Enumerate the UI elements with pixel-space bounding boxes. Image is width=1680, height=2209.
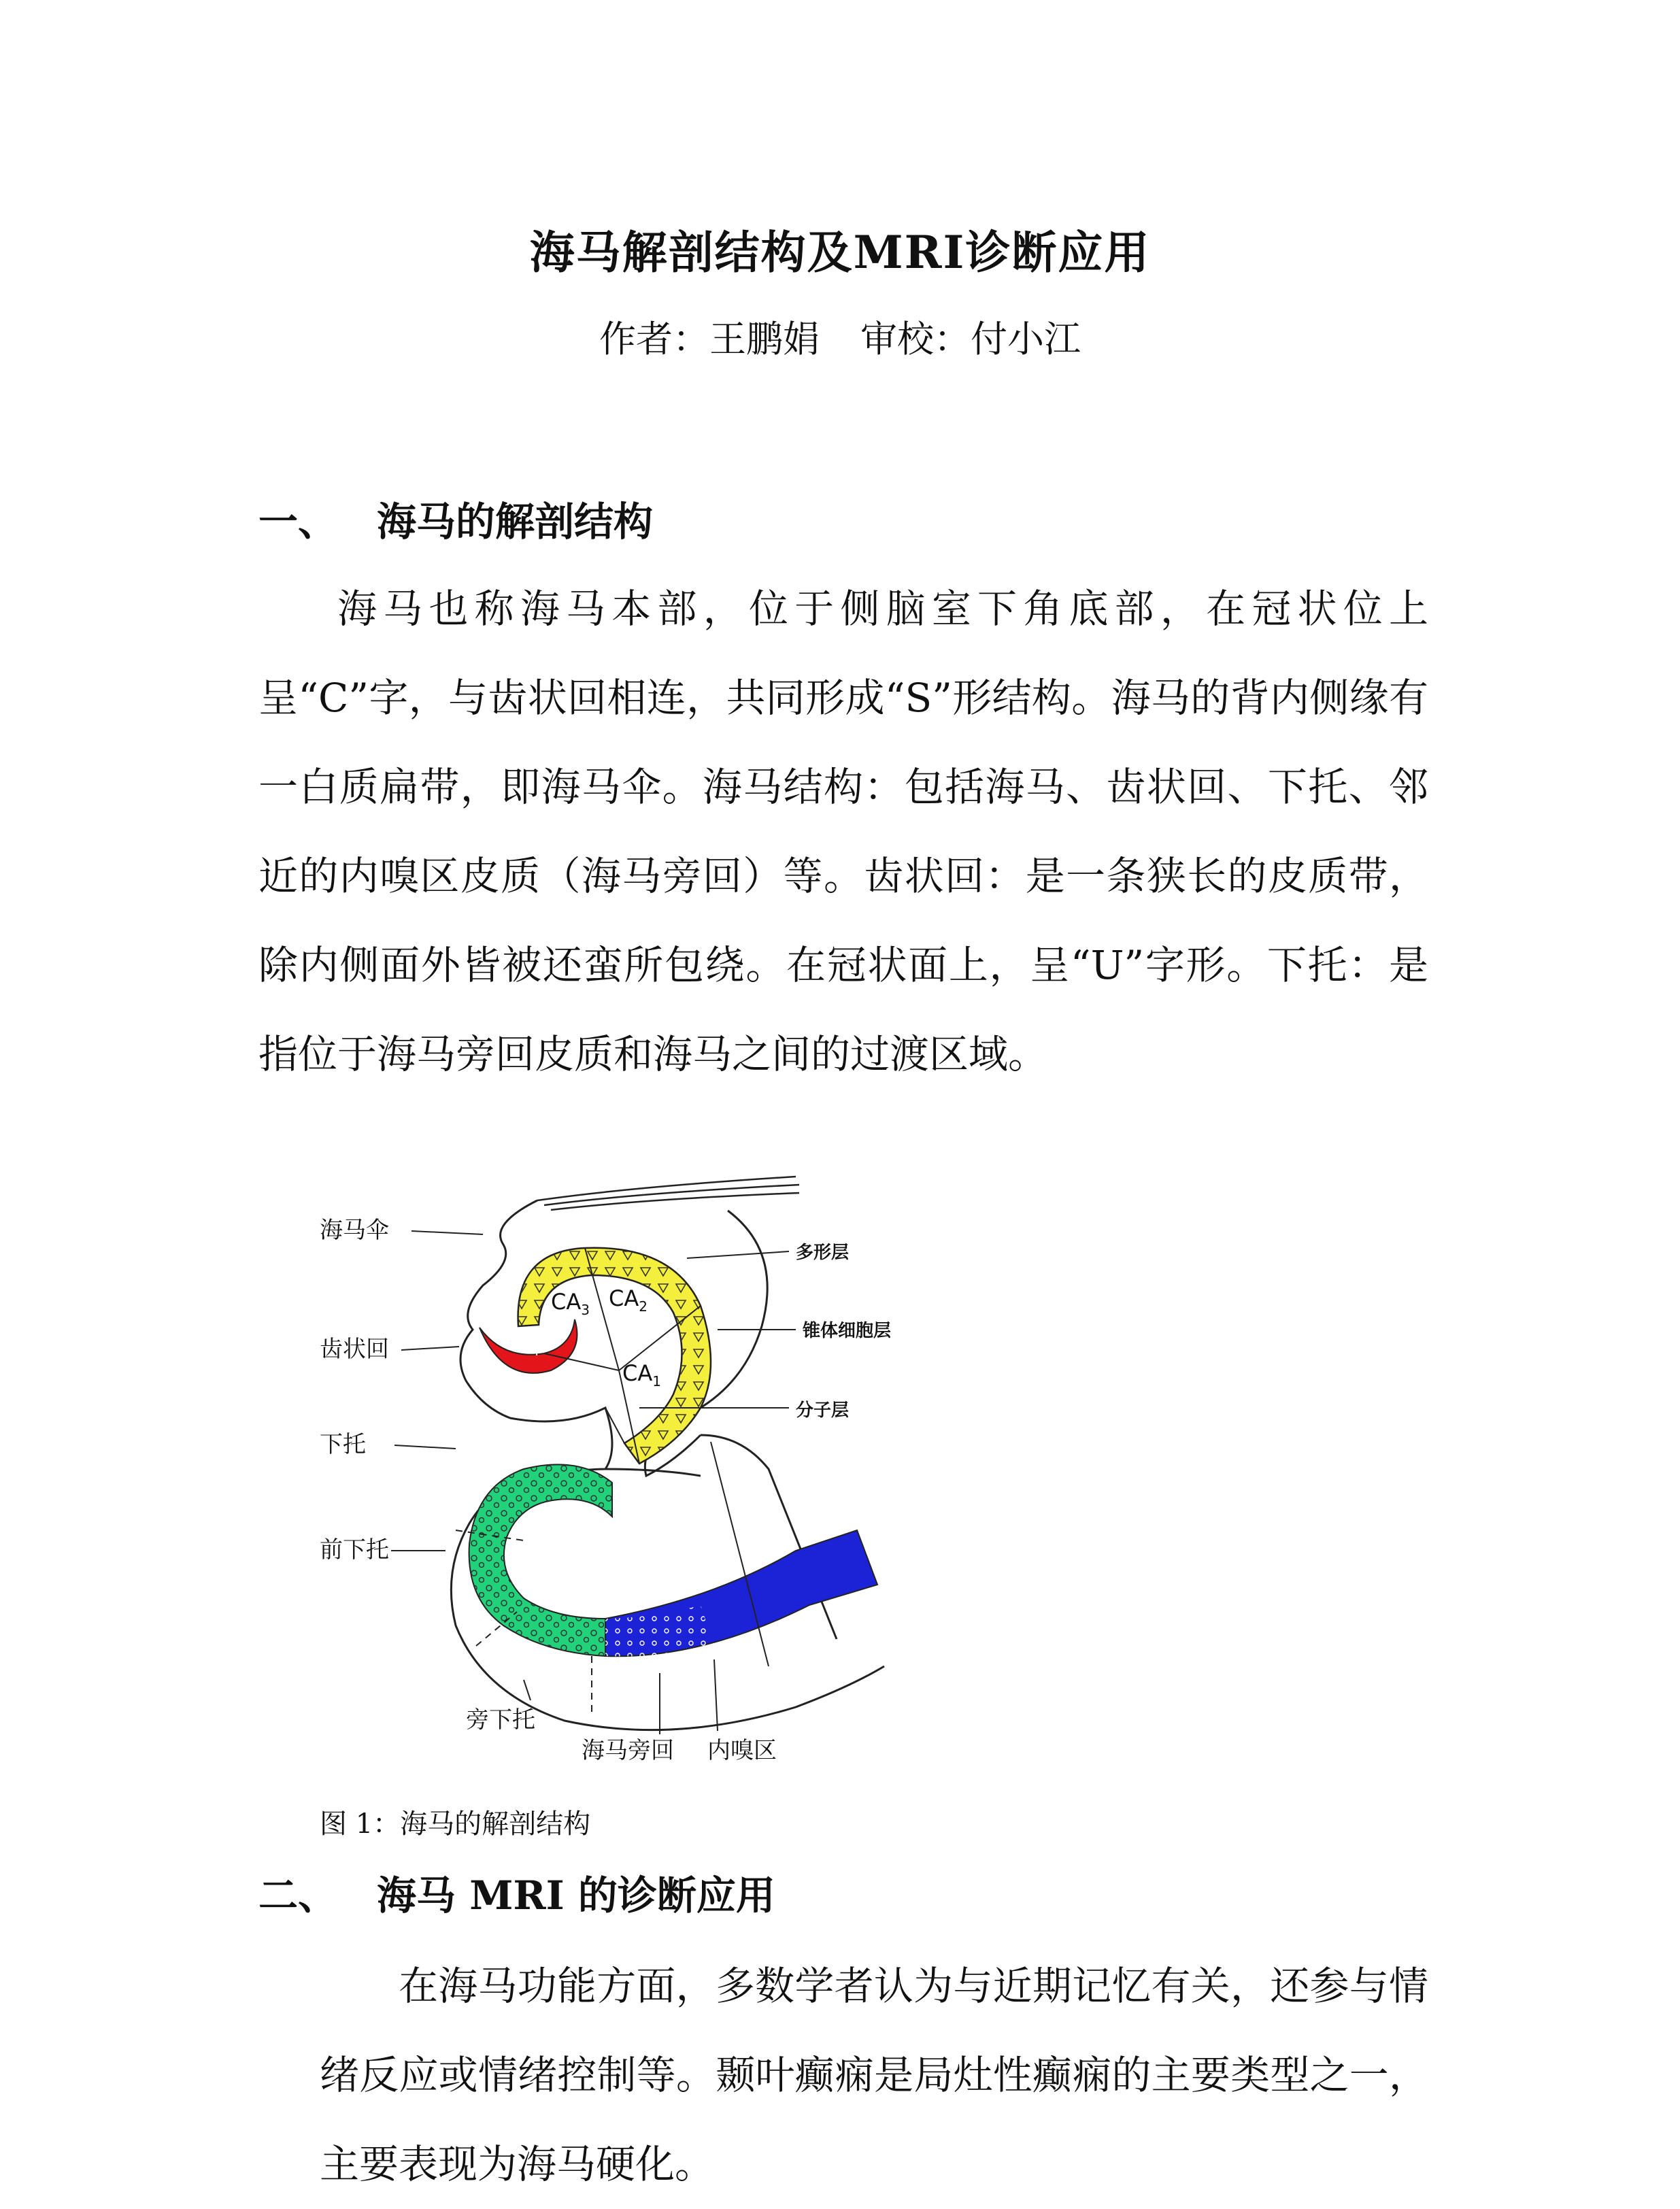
label-dentate: 齿状回: [320, 1336, 389, 1363]
label-parasubiculum: 旁下托: [466, 1706, 535, 1734]
section-2-paragraph: 在海马功能方面，多数学者认为与近期记忆有关，还参与情绪反应或情绪控制等。颞叶癫痫是局灶性癫痫的主要类型之一，主要表现为海马硬化。: [320, 1963, 1428, 2187]
label-polymorphic: 多形层: [796, 1243, 850, 1263]
fibre-bundle: [537, 1177, 799, 1210]
section-1-number: 一、: [258, 499, 338, 545]
label-ca3: $CA_3$: [551, 1289, 590, 1318]
label-fimbria: 海马伞: [320, 1217, 389, 1244]
section-2-number: 二、: [258, 1872, 338, 1919]
author: 作者：王鹏娟: [599, 318, 820, 360]
subiculum-cells: [469, 1464, 612, 1656]
label-ca1: $CA_1$: [622, 1360, 661, 1389]
label-subiculum: 下托: [320, 1431, 366, 1458]
reviewer: 审校：付小江: [860, 318, 1081, 360]
section-1-paragraph: 海马也称海马本部，位于侧脑室下角底部，在冠状位上呈“C”字，与齿状回相连，共同形成“S”形结构。海马的背内侧缘有一白质扁带，即海马伞。海马结构：包括海马、齿状回、下托、邻近的内嗅区皮质（海马旁回）等。齿状回：是一条狭长的皮质带，除内侧面外皆被还蛮所包绕。在冠状面上，呈“U”字形。下托：是指位于海马旁回皮质和海马之间的过渡区域。: [258, 586, 1428, 1077]
figure-caption: 图 1：海马的解剖结构: [320, 1808, 591, 1840]
label-parahippocampal: 海马旁回: [582, 1737, 674, 1761]
section-1-title: 海马的解剖结构: [377, 499, 654, 545]
byline: [0, 310, 1680, 362]
section-2-heading: [258, 1864, 775, 1921]
document-title: 海马解剖结构及MRI诊断应用: [529, 226, 1151, 279]
label-molecular: 分子层: [796, 1400, 850, 1421]
section-1-heading: [258, 490, 653, 547]
label-ca2: $CA_2$: [609, 1285, 648, 1315]
hippocampus-anatomy-figure: [320, 1149, 932, 1761]
section-2-title: 海马 MRI 的诊断应用: [377, 1872, 775, 1919]
label-entorhinal: 内嗅区: [707, 1737, 777, 1761]
label-presubiculum: 前下托: [320, 1536, 389, 1564]
label-ca4: $CA_4$: [503, 1332, 539, 1359]
label-pyramidal: 锥体细胞层: [803, 1321, 892, 1341]
